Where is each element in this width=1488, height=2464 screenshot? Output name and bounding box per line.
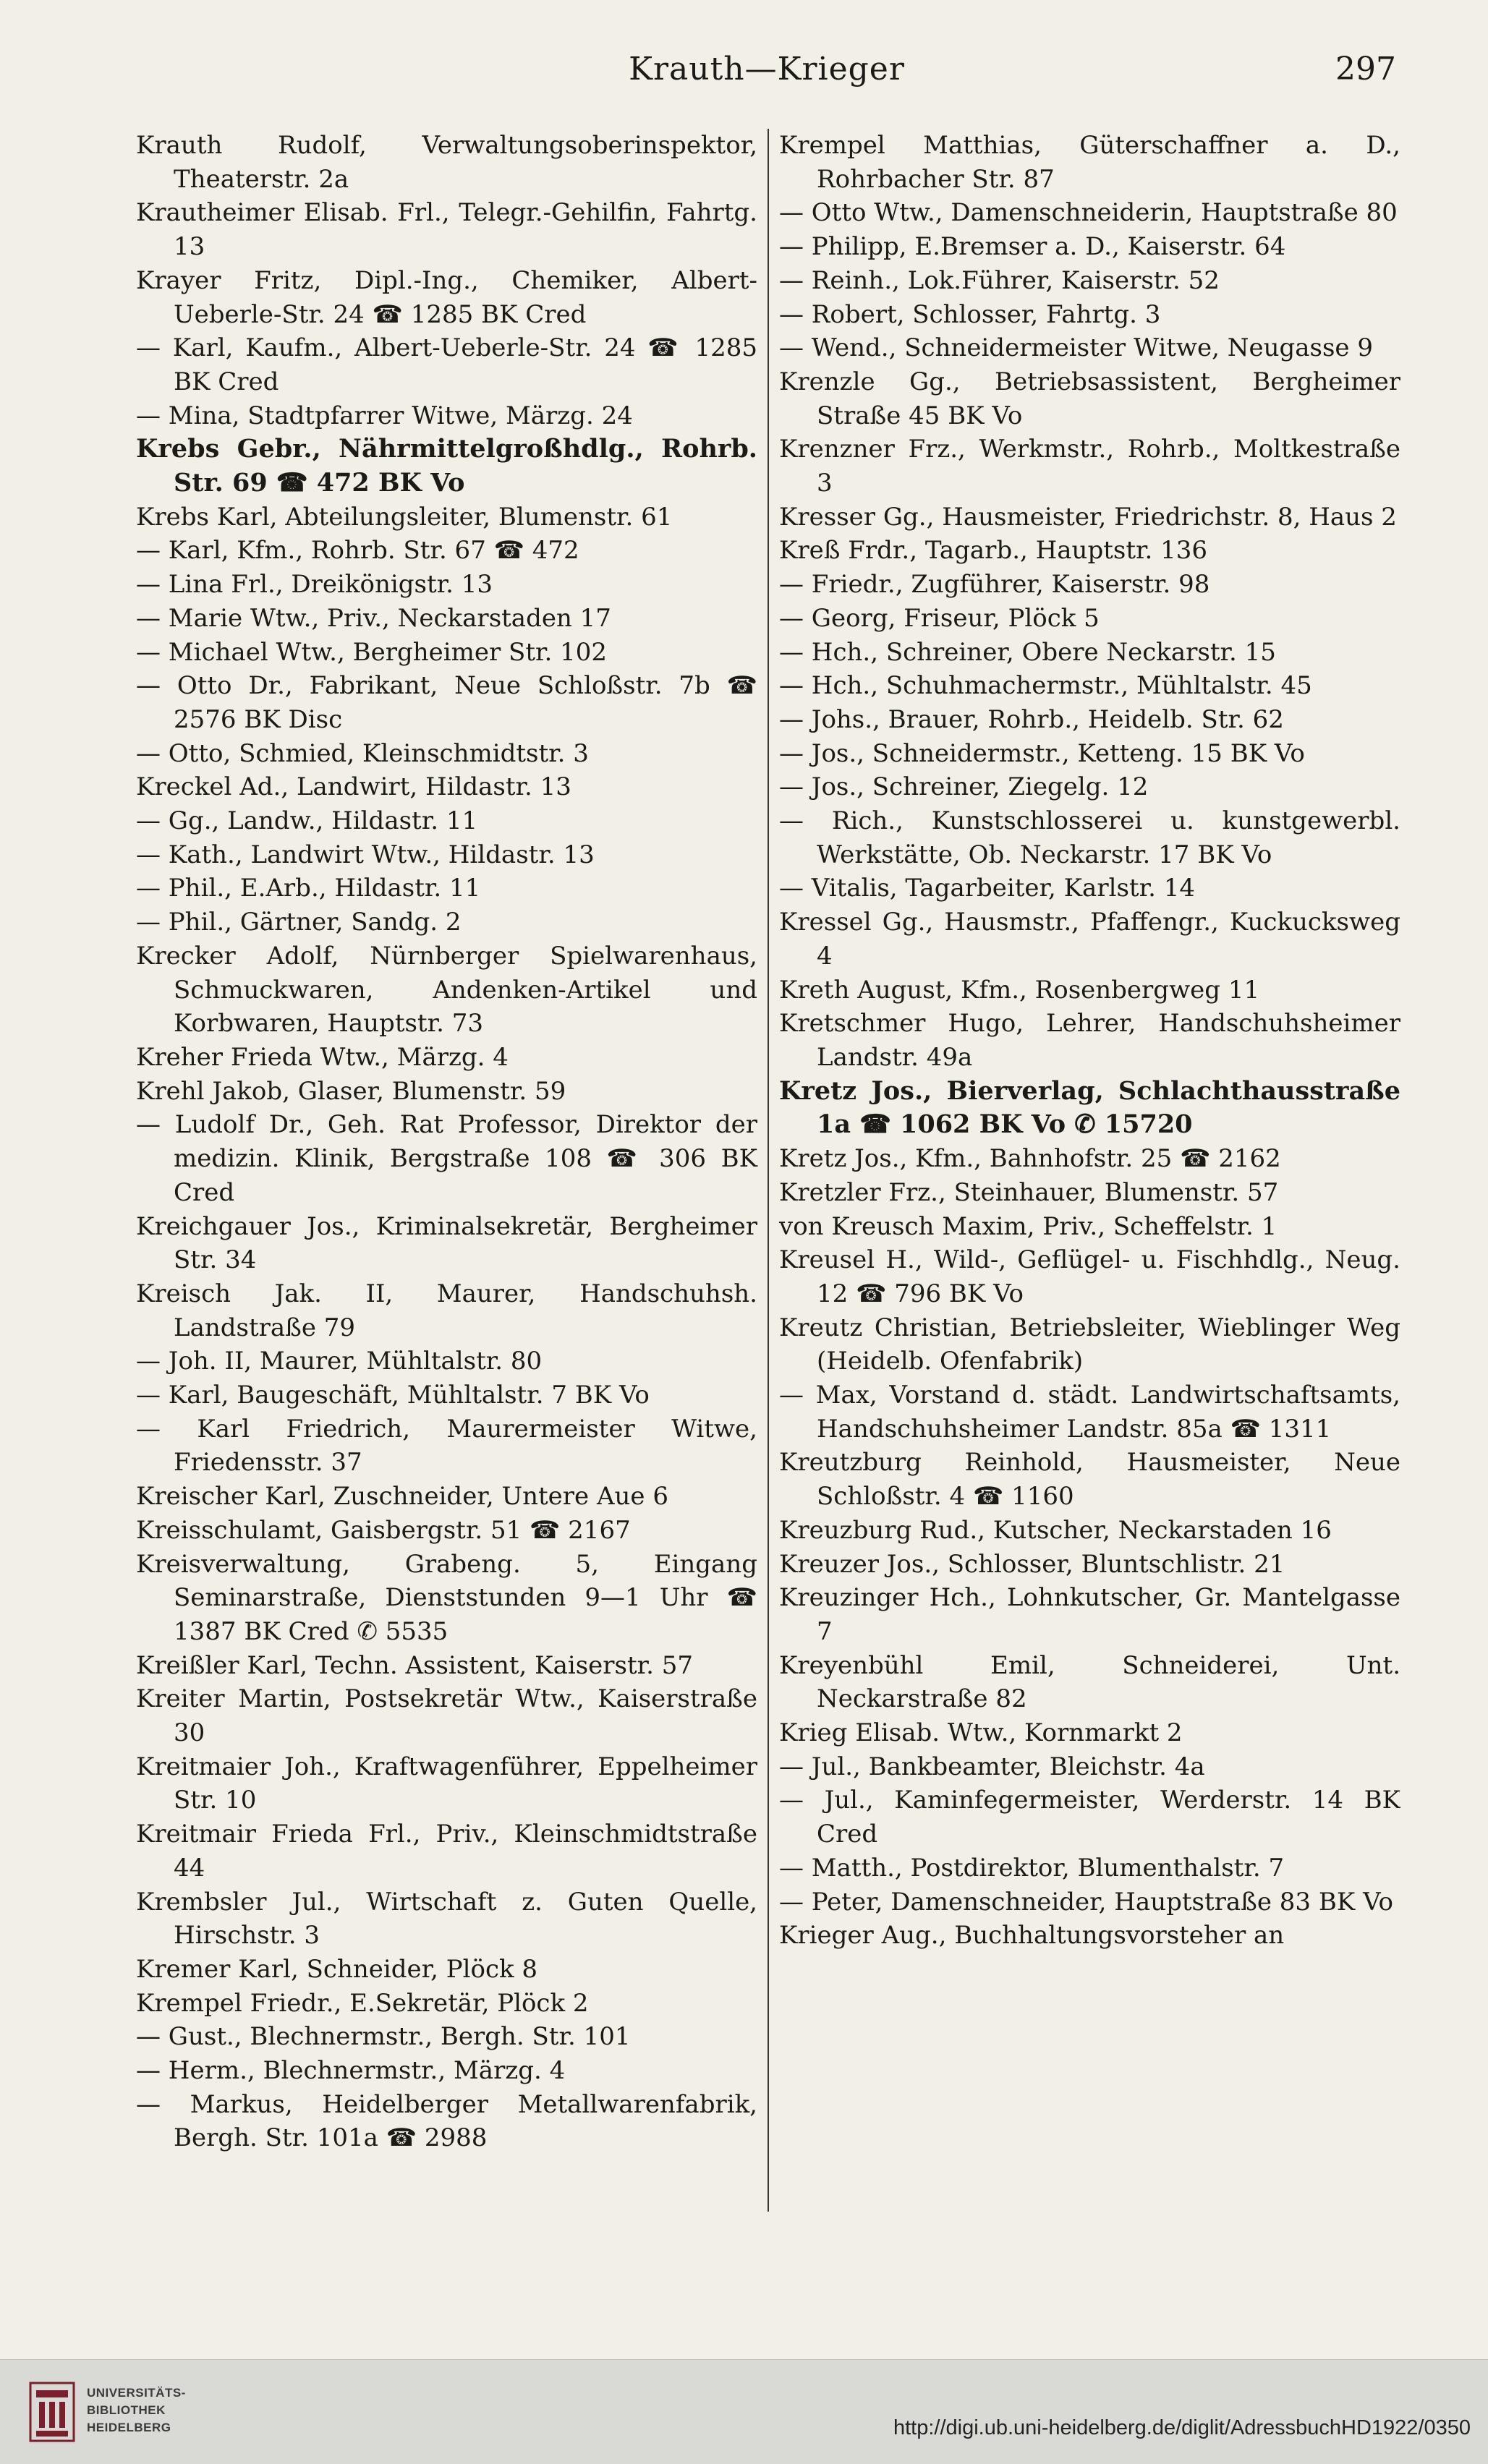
directory-entry: Kretzler Frz., Steinhauer, Blumenstr. 57 bbox=[779, 1177, 1279, 1207]
directory-entry: — Gg., Landw., Hildastr. 11 bbox=[136, 806, 478, 836]
directory-entry: Krempel Matthias, Güterschaffner a. D., Rohrbacher Str. 87 bbox=[779, 131, 1400, 194]
directory-entry: — Johs., Brauer, Rohrb., Heidelb. Str. 62 bbox=[779, 704, 1284, 734]
directory-entry: — Herm., Blechnermstr., Märzg. 4 bbox=[136, 2056, 566, 2086]
directory-entry: Kreuzinger Hch., Lohnkutscher, Gr. Mantelgasse 7 bbox=[779, 1583, 1400, 1646]
directory-entry: Krempel Friedr., E.Sekretär, Plöck 2 bbox=[136, 1988, 589, 2018]
directory-entry: Kreiter Martin, Postsekretär Wtw., Kaiserstraße 30 bbox=[136, 1684, 757, 1748]
directory-entry: Krauth Rudolf, Verwaltungsoberinspektor, Theaterstr. 2a bbox=[136, 131, 757, 194]
page-number: 297 bbox=[1335, 51, 1396, 88]
directory-columns bbox=[136, 129, 1400, 2212]
directory-entry: — Jos., Schneidermstr., Ketteng. 15 BK Vo bbox=[779, 738, 1305, 768]
directory-entry: Kreitmair Frieda Frl., Priv., Kleinschmidtstraße 44 bbox=[136, 1820, 757, 1883]
directory-entry: — Hch., Schuhmachermstr., Mühltalstr. 45 bbox=[779, 671, 1312, 701]
left-column bbox=[136, 129, 768, 2212]
directory-entry: — Karl, Kfm., Rohrb. Str. 67 ☎ 472 bbox=[136, 536, 579, 566]
page-header bbox=[137, 51, 1396, 94]
library-name bbox=[87, 2384, 186, 2437]
directory-entry: — Lina Frl., Dreikönigstr. 13 bbox=[136, 570, 493, 600]
directory-entry: Kreischer Karl, Zuschneider, Untere Aue 6 bbox=[136, 1482, 668, 1512]
directory-entry: Kressel Gg., Hausmstr., Pfaffengr., Kuckucksweg 4 bbox=[779, 908, 1400, 971]
directory-entry: — Karl Friedrich, Maurermeister Witwe, Friedensstr. 37 bbox=[136, 1414, 757, 1478]
directory-entry: — Philipp, E.Bremser a. D., Kaiserstr. 64 bbox=[779, 232, 1286, 262]
directory-entry: Krautheimer Elisab. Frl., Telegr.-Gehilfin, Fahrtg. 13 bbox=[136, 198, 757, 262]
directory-entry: Kretz Jos., Kfm., Bahnhofstr. 25 ☎ 2162 bbox=[779, 1144, 1281, 1174]
directory-entry: Kreutz Christian, Betriebsleiter, Wieblinger Weg (Heidelb. Ofenfabrik) bbox=[779, 1313, 1400, 1376]
directory-entry: — Marie Wtw., Priv., Neckarstaden 17 bbox=[136, 603, 611, 633]
directory-entry: Kreher Frieda Wtw., Märzg. 4 bbox=[136, 1042, 509, 1072]
directory-entry: — Robert, Schlosser, Fahrtg. 3 bbox=[779, 299, 1161, 329]
running-title: Krauth—Krieger bbox=[629, 51, 905, 88]
directory-entry: Kretz Jos., Bierverlag, Schlachthausstraße 1a ☎ 1062 BK Vo ✆ 15720 bbox=[779, 1075, 1400, 1140]
directory-entry: — Peter, Damenschneider, Hauptstraße 83 BK Vo bbox=[779, 1887, 1393, 1917]
directory-entry: von Kreusch Maxim, Priv., Scheffelstr. 1 bbox=[779, 1211, 1277, 1241]
directory-entry: — Karl, Baugeschäft, Mühltalstr. 7 BK Vo bbox=[136, 1381, 650, 1410]
directory-entry: Krenzner Frz., Werkmstr., Rohrb., Moltkestraße 3 bbox=[779, 435, 1400, 498]
directory-entry: Krieg Elisab. Wtw., Kornmarkt 2 bbox=[779, 1718, 1183, 1748]
directory-entry: — Markus, Heidelberger Metallwarenfabrik, Bergh. Str. 101a ☎ 2988 bbox=[136, 2089, 757, 2153]
directory-entry: Kreckel Ad., Landwirt, Hildastr. 13 bbox=[136, 772, 571, 802]
library-name-line: HEIDELBERG bbox=[87, 2421, 171, 2434]
directory-entry: — Wend., Schneidermeister Witwe, Neugasse 9 bbox=[779, 333, 1373, 363]
directory-entry: — Friedr., Zugführer, Kaiserstr. 98 bbox=[779, 570, 1210, 600]
directory-entry: Krehl Jakob, Glaser, Blumenstr. 59 bbox=[136, 1076, 566, 1106]
directory-entry: — Joh. II, Maurer, Mühltalstr. 80 bbox=[136, 1347, 543, 1376]
directory-entry: Kresser Gg., Hausmeister, Friedrichstr. 8, Haus 2 bbox=[779, 502, 1397, 532]
directory-entry: — Jos., Schreiner, Ziegelg. 12 bbox=[779, 772, 1149, 802]
library-name-line: BIBLIOTHEK bbox=[87, 2403, 166, 2417]
directory-entry: — Otto, Schmied, Kleinschmidtstr. 3 bbox=[136, 738, 589, 768]
directory-entry: — Matth., Postdirektor, Blumenthalstr. 7 bbox=[779, 1853, 1285, 1883]
directory-entry: — Hch., Schreiner, Obere Neckarstr. 15 bbox=[779, 637, 1276, 667]
source-url-link[interactable]: http://digi.ub.uni-heidelberg.de/diglit/AdressbuchHD1922/0350 bbox=[893, 2416, 1471, 2439]
directory-entry: Krecker Adolf, Nürnberger Spielwarenhaus, Schmuckwaren, Andenken-Artikel und Korbwaren, Hauptstr. 73 bbox=[136, 941, 757, 1039]
directory-entry: Kreichgauer Jos., Kriminalsekretär, Bergheimer Str. 34 bbox=[136, 1211, 757, 1275]
directory-entry: — Otto Wtw., Damenschneiderin, Hauptstraße 80 bbox=[779, 198, 1398, 228]
directory-entry: — Vitalis, Tagarbeiter, Karlstr. 14 bbox=[779, 874, 1195, 903]
directory-entry: — Otto Dr., Fabrikant, Neue Schloßstr. 7b ☎ 2576 BK Disc bbox=[136, 671, 757, 734]
directory-entry: Kreisverwaltung, Grabeng. 5, Eingang Seminarstraße, Dienststunden 9—1 Uhr ☎ 1387 BK Cred ✆ 5535 bbox=[136, 1549, 757, 1646]
directory-entry: Kretschmer Hugo, Lehrer, Handschuhsheimer Landstr. 49a bbox=[779, 1009, 1400, 1072]
directory-entry: — Jul., Bankbeamter, Bleichstr. 4a bbox=[779, 1752, 1205, 1781]
directory-entry: Krebs Karl, Abteilungsleiter, Blumenstr. 61 bbox=[136, 502, 673, 532]
directory-entry: Krenzle Gg., Betriebsassistent, Bergheimer Straße 45 BK Vo bbox=[779, 367, 1400, 430]
directory-entry: — Ludolf Dr., Geh. Rat Professor, Direktor der medizin. Klinik, Bergstraße 108 ☎ 306 BK Cred bbox=[136, 1110, 757, 1207]
directory-entry: Kremer Karl, Schneider, Plöck 8 bbox=[136, 1954, 538, 1984]
directory-entry: Kreutzburg Reinhold, Hausmeister, Neue Schloßstr. 4 ☎ 1160 bbox=[779, 1448, 1400, 1512]
directory-entry: Krebs Gebr., Nährmittelgroßhdlg., Rohrb. Str. 69 ☎ 472 BK Vo bbox=[136, 434, 757, 498]
directory-entry: Kreuzburg Rud., Kutscher, Neckarstaden 16 bbox=[779, 1515, 1332, 1545]
directory-entry: Krieger Aug., Buchhaltungsvorsteher an bbox=[779, 1921, 1285, 1951]
directory-entry: — Mina, Stadtpfarrer Witwe, Märzg. 24 bbox=[136, 401, 633, 430]
directory-entry: — Rich., Kunstschlosserei u. kunstgewerbl. Werkstätte, Ob. Neckarstr. 17 BK Vo bbox=[779, 806, 1400, 869]
directory-entry: Kreuzer Jos., Schlosser, Bluntschlistr. 21 bbox=[779, 1549, 1285, 1579]
directory-entry: Kreißler Karl, Techn. Assistent, Kaiserstr. 57 bbox=[136, 1650, 694, 1680]
directory-entry: — Phil., E.Arb., Hildastr. 11 bbox=[136, 874, 481, 903]
right-column bbox=[769, 129, 1400, 2212]
directory-entry: — Reinh., Lok.Führer, Kaiserstr. 52 bbox=[779, 265, 1220, 295]
directory-entry: Kreß Frdr., Tagarb., Hauptstr. 136 bbox=[779, 536, 1208, 566]
directory-entry: Kreyenbühl Emil, Schneiderei, Unt. Neckarstraße 82 bbox=[779, 1650, 1400, 1714]
directory-entry: — Jul., Kaminfegermeister, Werderstr. 14 BK Cred bbox=[779, 1786, 1400, 1849]
directory-entry: Krayer Fritz, Dipl.-Ing., Chemiker, Albert-Ueberle-Str. 24 ☎ 1285 BK Cred bbox=[136, 265, 757, 329]
directory-entry: — Georg, Friseur, Plöck 5 bbox=[779, 603, 1100, 633]
directory-entry: — Karl, Kaufm., Albert-Ueberle-Str. 24 ☎ 1285 BK Cred bbox=[136, 333, 757, 396]
university-seal-icon bbox=[29, 2382, 75, 2442]
directory-entry: Kreusel H., Wild-, Geflügel- u. Fischhdlg., Neug. 12 ☎ 796 BK Vo bbox=[779, 1245, 1400, 1308]
directory-entry: — Kath., Landwirt Wtw., Hildastr. 13 bbox=[136, 840, 595, 869]
viewer-footer bbox=[0, 2359, 1488, 2464]
directory-entry: Kreth August, Kfm., Rosenbergweg 11 bbox=[779, 975, 1260, 1005]
directory-entry: Krembsler Jul., Wirtschaft z. Guten Quelle, Hirschstr. 3 bbox=[136, 1887, 757, 1951]
library-name-line: UNIVERSITÄTS- bbox=[87, 2386, 186, 2400]
directory-entry: Kreisch Jak. II, Maurer, Handschuhsh. Landstraße 79 bbox=[136, 1279, 757, 1342]
directory-entry: — Gust., Blechnermstr., Bergh. Str. 101 bbox=[136, 2022, 631, 2052]
directory-entry: — Max, Vorstand d. städt. Landwirtschaftsamts, Handschuhsheimer Landstr. 85a ☎ 1311 bbox=[779, 1381, 1400, 1444]
directory-entry: — Phil., Gärtner, Sandg. 2 bbox=[136, 908, 462, 937]
directory-entry: Kreisschulamt, Gaisbergstr. 51 ☎ 2167 bbox=[136, 1515, 631, 1545]
directory-entry: Kreitmaier Joh., Kraftwagenführer, Eppelheimer Str. 10 bbox=[136, 1752, 757, 1815]
directory-entry: — Michael Wtw., Bergheimer Str. 102 bbox=[136, 637, 608, 667]
